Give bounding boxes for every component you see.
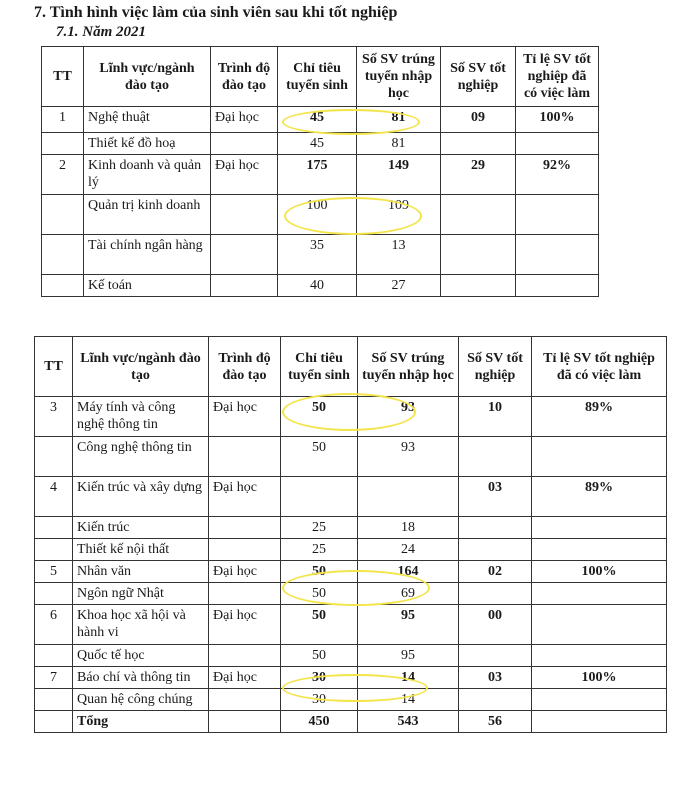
row-graduated: 02 bbox=[459, 561, 532, 583]
row-level bbox=[211, 275, 278, 297]
row-quota: 100 bbox=[278, 195, 357, 235]
table-row bbox=[35, 561, 667, 583]
section-heading: 7. Tình hình việc làm của sinh viên sau khi tốt nghiệp bbox=[34, 4, 398, 21]
row-graduated bbox=[459, 437, 532, 477]
row-field: Khoa học xã hội và hành vi bbox=[73, 605, 209, 645]
row-field: Kiến trúc và xây dựng bbox=[73, 477, 209, 517]
row-level bbox=[209, 517, 281, 539]
row-enrolled: 24 bbox=[358, 539, 459, 561]
row-graduated bbox=[459, 645, 532, 667]
row-quota: 175 bbox=[278, 155, 357, 195]
row-tt: 5 bbox=[35, 561, 73, 583]
row-enrolled: 95 bbox=[358, 605, 459, 645]
header-graduated: Số SV tốt nghiệp bbox=[459, 337, 532, 397]
row-quota: 35 bbox=[278, 235, 357, 275]
row-tt bbox=[42, 235, 84, 275]
table-row bbox=[42, 275, 599, 297]
row-tt bbox=[35, 645, 73, 667]
row-enrolled: 164 bbox=[358, 561, 459, 583]
table-row bbox=[35, 583, 667, 605]
row-quota: 30 bbox=[281, 689, 358, 711]
header-tt: TT bbox=[42, 47, 84, 107]
row-tt: 3 bbox=[35, 397, 73, 437]
row-field: Quản trị kinh doanh bbox=[84, 195, 211, 235]
row-tt bbox=[35, 583, 73, 605]
row-field: Máy tính và công nghệ thông tin bbox=[73, 397, 209, 437]
table-row bbox=[35, 689, 667, 711]
row-graduated bbox=[441, 133, 516, 155]
row-level: Đại học bbox=[209, 477, 281, 517]
row-employed: 100% bbox=[532, 561, 667, 583]
total-tt bbox=[35, 711, 73, 733]
row-level bbox=[211, 235, 278, 275]
row-tt bbox=[35, 689, 73, 711]
row-enrolled: 13 bbox=[357, 235, 441, 275]
row-enrolled: 27 bbox=[357, 275, 441, 297]
row-level: Đại học bbox=[209, 667, 281, 689]
row-employed bbox=[516, 195, 599, 235]
row-graduated bbox=[459, 517, 532, 539]
table-row bbox=[35, 477, 667, 517]
table-row bbox=[35, 517, 667, 539]
row-graduated: 03 bbox=[459, 477, 532, 517]
row-employed: 89% bbox=[532, 477, 667, 517]
row-level: Đại học bbox=[209, 561, 281, 583]
header-level: Trình độ đào tạo bbox=[209, 337, 281, 397]
table-row bbox=[35, 539, 667, 561]
row-tt: 1 bbox=[42, 107, 84, 133]
row-graduated: 03 bbox=[459, 667, 532, 689]
row-employed bbox=[532, 689, 667, 711]
row-employed bbox=[516, 133, 599, 155]
row-employed bbox=[532, 583, 667, 605]
row-graduated bbox=[441, 235, 516, 275]
row-quota: 30 bbox=[281, 667, 358, 689]
row-quota: 50 bbox=[281, 583, 358, 605]
row-field: Công nghệ thông tin bbox=[73, 437, 209, 477]
row-enrolled: 93 bbox=[358, 397, 459, 437]
header-graduated: Số SV tốt nghiệp bbox=[441, 47, 516, 107]
row-employed bbox=[532, 605, 667, 645]
table-row bbox=[35, 437, 667, 477]
row-field: Quan hệ công chúng bbox=[73, 689, 209, 711]
table-row bbox=[35, 645, 667, 667]
total-enrolled: 543 bbox=[358, 711, 459, 733]
row-enrolled: 69 bbox=[358, 583, 459, 605]
row-tt bbox=[35, 437, 73, 477]
row-quota: 25 bbox=[281, 539, 358, 561]
row-employed bbox=[532, 645, 667, 667]
row-enrolled: 95 bbox=[358, 645, 459, 667]
row-quota: 25 bbox=[281, 517, 358, 539]
row-enrolled: 81 bbox=[357, 133, 441, 155]
row-enrolled: 149 bbox=[357, 155, 441, 195]
row-quota: 50 bbox=[281, 397, 358, 437]
row-enrolled: 93 bbox=[358, 437, 459, 477]
row-quota: 45 bbox=[278, 133, 357, 155]
header-enrolled: Số SV trúng tuyển nhập học bbox=[358, 337, 459, 397]
header-field: Lĩnh vực/ngành đào tạo bbox=[84, 47, 211, 107]
employment-table-part-1 bbox=[41, 46, 599, 297]
table-row bbox=[35, 605, 667, 645]
row-tt bbox=[35, 517, 73, 539]
row-tt bbox=[42, 195, 84, 235]
row-quota: 40 bbox=[278, 275, 357, 297]
row-tt bbox=[35, 539, 73, 561]
row-employed bbox=[532, 539, 667, 561]
table-header-row bbox=[35, 337, 667, 397]
row-employed bbox=[532, 437, 667, 477]
row-employed bbox=[516, 235, 599, 275]
total-quota: 450 bbox=[281, 711, 358, 733]
row-field: Thiết kế nội thất bbox=[73, 539, 209, 561]
row-level: Đại học bbox=[211, 107, 278, 133]
row-graduated bbox=[459, 539, 532, 561]
row-employed: 100% bbox=[516, 107, 599, 133]
table-row bbox=[42, 195, 599, 235]
row-level: Đại học bbox=[209, 605, 281, 645]
row-quota: 50 bbox=[281, 605, 358, 645]
row-field: Tài chính ngân hàng bbox=[84, 235, 211, 275]
header-employed: Tỉ lệ SV tốt nghiệp đã có việc làm bbox=[532, 337, 667, 397]
row-enrolled: 109 bbox=[357, 195, 441, 235]
header-field: Lĩnh vực/ngành đào tạo bbox=[73, 337, 209, 397]
row-enrolled: 18 bbox=[358, 517, 459, 539]
table-row bbox=[42, 133, 599, 155]
row-quota: 50 bbox=[281, 561, 358, 583]
row-field: Kinh doanh và quản lý bbox=[84, 155, 211, 195]
row-field: Quốc tế học bbox=[73, 645, 209, 667]
table-header-row bbox=[42, 47, 599, 107]
row-level bbox=[211, 195, 278, 235]
row-level bbox=[209, 437, 281, 477]
header-tt: TT bbox=[35, 337, 73, 397]
row-quota: 50 bbox=[281, 645, 358, 667]
table-row bbox=[42, 155, 599, 195]
total-row bbox=[35, 711, 667, 733]
row-tt bbox=[42, 275, 84, 297]
header-level: Trình độ đào tạo bbox=[211, 47, 278, 107]
row-graduated: 10 bbox=[459, 397, 532, 437]
employment-table-part-2 bbox=[34, 336, 667, 733]
row-field: Kiến trúc bbox=[73, 517, 209, 539]
row-field: Nhân văn bbox=[73, 561, 209, 583]
row-employed: 92% bbox=[516, 155, 599, 195]
row-field: Thiết kế đồ hoạ bbox=[84, 133, 211, 155]
row-quota: 45 bbox=[278, 107, 357, 133]
section-subheading: 7.1. Năm 2021 bbox=[56, 24, 146, 40]
row-graduated: 29 bbox=[441, 155, 516, 195]
row-employed bbox=[532, 517, 667, 539]
row-level bbox=[211, 133, 278, 155]
table-row bbox=[35, 667, 667, 689]
row-tt: 7 bbox=[35, 667, 73, 689]
row-graduated: 09 bbox=[441, 107, 516, 133]
row-field: Nghệ thuật bbox=[84, 107, 211, 133]
row-level bbox=[209, 645, 281, 667]
row-employed: 89% bbox=[532, 397, 667, 437]
row-tt: 6 bbox=[35, 605, 73, 645]
total-employed bbox=[532, 711, 667, 733]
row-field: Kế toán bbox=[84, 275, 211, 297]
total-graduated: 56 bbox=[459, 711, 532, 733]
row-graduated bbox=[459, 583, 532, 605]
table-row bbox=[42, 235, 599, 275]
row-employed: 100% bbox=[532, 667, 667, 689]
total-label: Tổng bbox=[73, 711, 209, 733]
row-field: Báo chí và thông tin bbox=[73, 667, 209, 689]
row-quota: 50 bbox=[281, 437, 358, 477]
total-level bbox=[209, 711, 281, 733]
row-tt: 2 bbox=[42, 155, 84, 195]
row-tt bbox=[42, 133, 84, 155]
header-employed: Tỉ lệ SV tốt nghiệp đã có việc làm bbox=[516, 47, 599, 107]
header-enrolled: Số SV trúng tuyển nhập học bbox=[357, 47, 441, 107]
row-quota bbox=[281, 477, 358, 517]
row-field: Ngôn ngữ Nhật bbox=[73, 583, 209, 605]
row-level bbox=[209, 539, 281, 561]
table-row bbox=[35, 397, 667, 437]
row-enrolled: 14 bbox=[358, 667, 459, 689]
row-enrolled: 81 bbox=[357, 107, 441, 133]
row-level bbox=[209, 583, 281, 605]
row-tt: 4 bbox=[35, 477, 73, 517]
row-graduated: 00 bbox=[459, 605, 532, 645]
row-enrolled bbox=[358, 477, 459, 517]
header-quota: Chỉ tiêu tuyển sinh bbox=[281, 337, 358, 397]
row-graduated bbox=[441, 275, 516, 297]
header-quota: Chỉ tiêu tuyển sinh bbox=[278, 47, 357, 107]
row-graduated bbox=[441, 195, 516, 235]
row-level: Đại học bbox=[211, 155, 278, 195]
row-graduated bbox=[459, 689, 532, 711]
row-employed bbox=[516, 275, 599, 297]
table-row bbox=[42, 107, 599, 133]
row-level bbox=[209, 689, 281, 711]
row-enrolled: 14 bbox=[358, 689, 459, 711]
row-level: Đại học bbox=[209, 397, 281, 437]
